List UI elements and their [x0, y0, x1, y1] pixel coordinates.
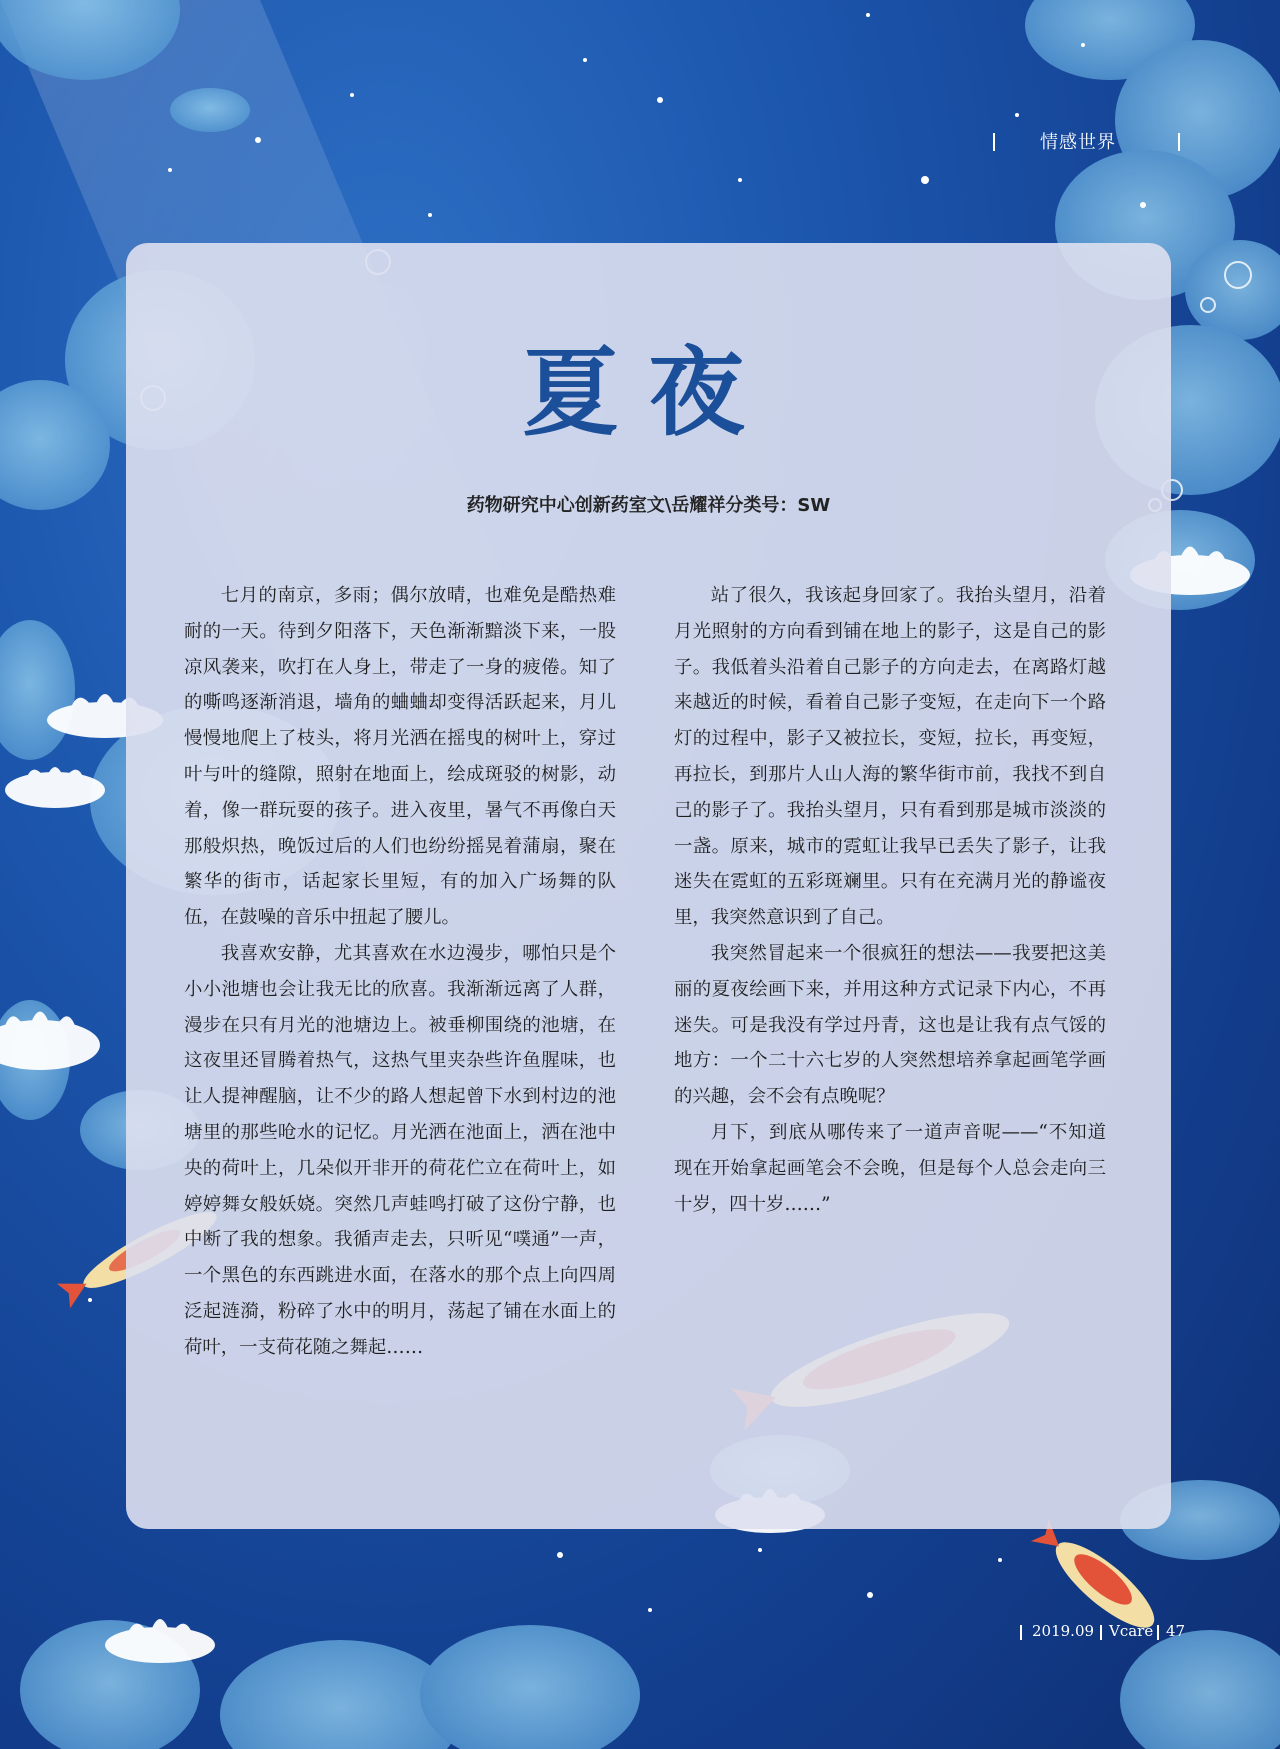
- paragraph: 站了很久，我该起身回家了。我抬头望月，沿着月光照射的方向看到铺在地上的影子，这是自己的影子。我低着头沿着自己影子的方向走去，在离路灯越来越近的时候，看着自己影子变短，在走向下一个路灯的过程中，影子又被拉长，变短，拉长，再变短，再拉长，到那片人山人海的繁华街市前，我找不到自己的影子了。我抬头望月，只有看到那是城市淡淡的一盏。原来，城市的霓虹让我早已丢失了影子，让我迷失在霓虹的五彩斑斓里。只有在充满月光的静谧夜里，我突然意识到了自己。: [674, 585, 1106, 929]
- footer-divider: [1100, 1625, 1102, 1640]
- paragraph: 我喜欢安静，尤其喜欢在水边漫步，哪怕只是个小小池塘也会让我无比的欣喜。我渐渐远离了人群，漫步在只有月光的池塘边上。被垂柳围绕的池塘，在这夜里还冒腾着热气，这热气里夹杂些许鱼腥味，也让人提神醒脑，让不少的路人想起曾下水到村边的池塘里的那些呛水的记忆。月光洒在池面上，洒在池中央的荷叶上，几朵似开非开的荷花伫立在荷叶上，如婷婷舞女般妖娆。突然几声蛙鸣打破了这份宁静，也中断了我的想象。我循声走去，只听见“噗通”一声，一个黑色的东西跳进水面，在落水的那个点上向四周泛起涟漪，粉碎了水中的明月，荡起了铺在水面上的荷叶，一支荷花随之舞起……: [184, 942, 616, 1358]
- article-byline: 药物研究中心创新药室文\岳耀祥分类号：SW: [466, 495, 831, 516]
- page-number: 47: [1166, 1622, 1186, 1640]
- header-divider-left: [993, 133, 995, 151]
- paragraph: 月下，到底从哪传来了一道声音呢——“不知道现在开始拿起画笔会不会晚，但是每个人总会走向三十岁，四十岁……”: [674, 1121, 1106, 1215]
- footer-divider: [1157, 1625, 1159, 1640]
- paragraph: 我突然冒起来一个很疯狂的想法——我要把这美丽的夏夜绘画下来，并用这种方式记录下内心，不再迷失。可是我没有学过丹青，这也是让我有点气馁的地方：一个二十六七岁的人突然想培养拿起画笔学画的兴趣，会不会有点晚呢？: [674, 942, 1106, 1108]
- page-footer: [1016, 1622, 1216, 1646]
- header-divider-right: [1178, 133, 1180, 151]
- section-header: [985, 128, 1185, 162]
- article-column-right: [674, 578, 1106, 1222]
- article-column-left: [184, 578, 616, 1366]
- section-label: 情感世界: [1040, 132, 1116, 153]
- magazine-name: Vcare: [1109, 1622, 1154, 1640]
- footer-divider: [1020, 1625, 1022, 1640]
- article-title: 夏夜: [522, 336, 775, 449]
- issue-date: 2019.09: [1032, 1622, 1095, 1640]
- article-panel: [126, 243, 1171, 1529]
- paragraph: 七月的南京，多雨；偶尔放晴，也难免是酷热难耐的一天。待到夕阳落下，天色渐渐黯淡下来，一股凉风袭来，吹打在人身上，带走了一身的疲倦。知了的嘶鸣逐渐消退，墙角的蛐蛐却变得活跃起来，月儿慢慢地爬上了枝头，将月光洒在摇曳的树叶上，穿过叶与叶的缝隙，照射在地面上，绘成斑驳的树影，动着，像一群玩耍的孩子。进入夜里，暑气不再像白天那般炽热，晚饭过后的人们也纷纷摇晃着蒲扇，聚在繁华的街市，话起家长里短，有的加入广场舞的队伍，在鼓噪的音乐中扭起了腰儿。: [184, 585, 616, 929]
